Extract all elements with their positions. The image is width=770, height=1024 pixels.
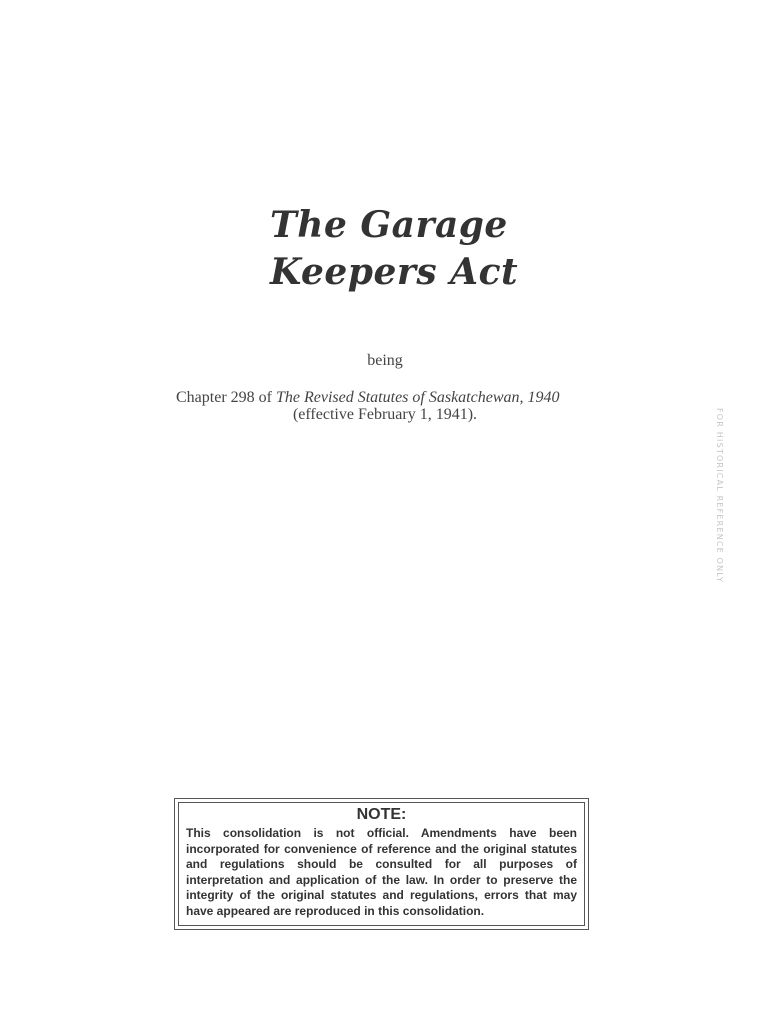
note-heading: NOTE: [356,806,407,823]
note-inner-border [178,802,585,926]
document-title [270,202,570,296]
chapter-prefix: Chapter 298 of [176,389,276,406]
note-text: This consolidation is not official. Amendments have been incorporated for convenience of reference and the original statutes and regulations should be consulted for all purposes of interpretation and application of the law. In order to preserve the integrity of the original statutes and regulations, errors that may have appeared are reproduced in this consolidation. [186,826,577,918]
side-watermark: FOR HISTORICAL REFERENCE ONLY [715,408,724,584]
being-text: being [367,352,403,369]
title-line-2: Keepers Act [270,251,519,293]
title-line-1: The Garage [270,204,508,246]
effective-date: (effective February 1, 1941). [292,406,478,423]
note-box [174,798,589,930]
statute-name: The Revised Statutes of Saskatchewan, 1940 [275,389,560,406]
